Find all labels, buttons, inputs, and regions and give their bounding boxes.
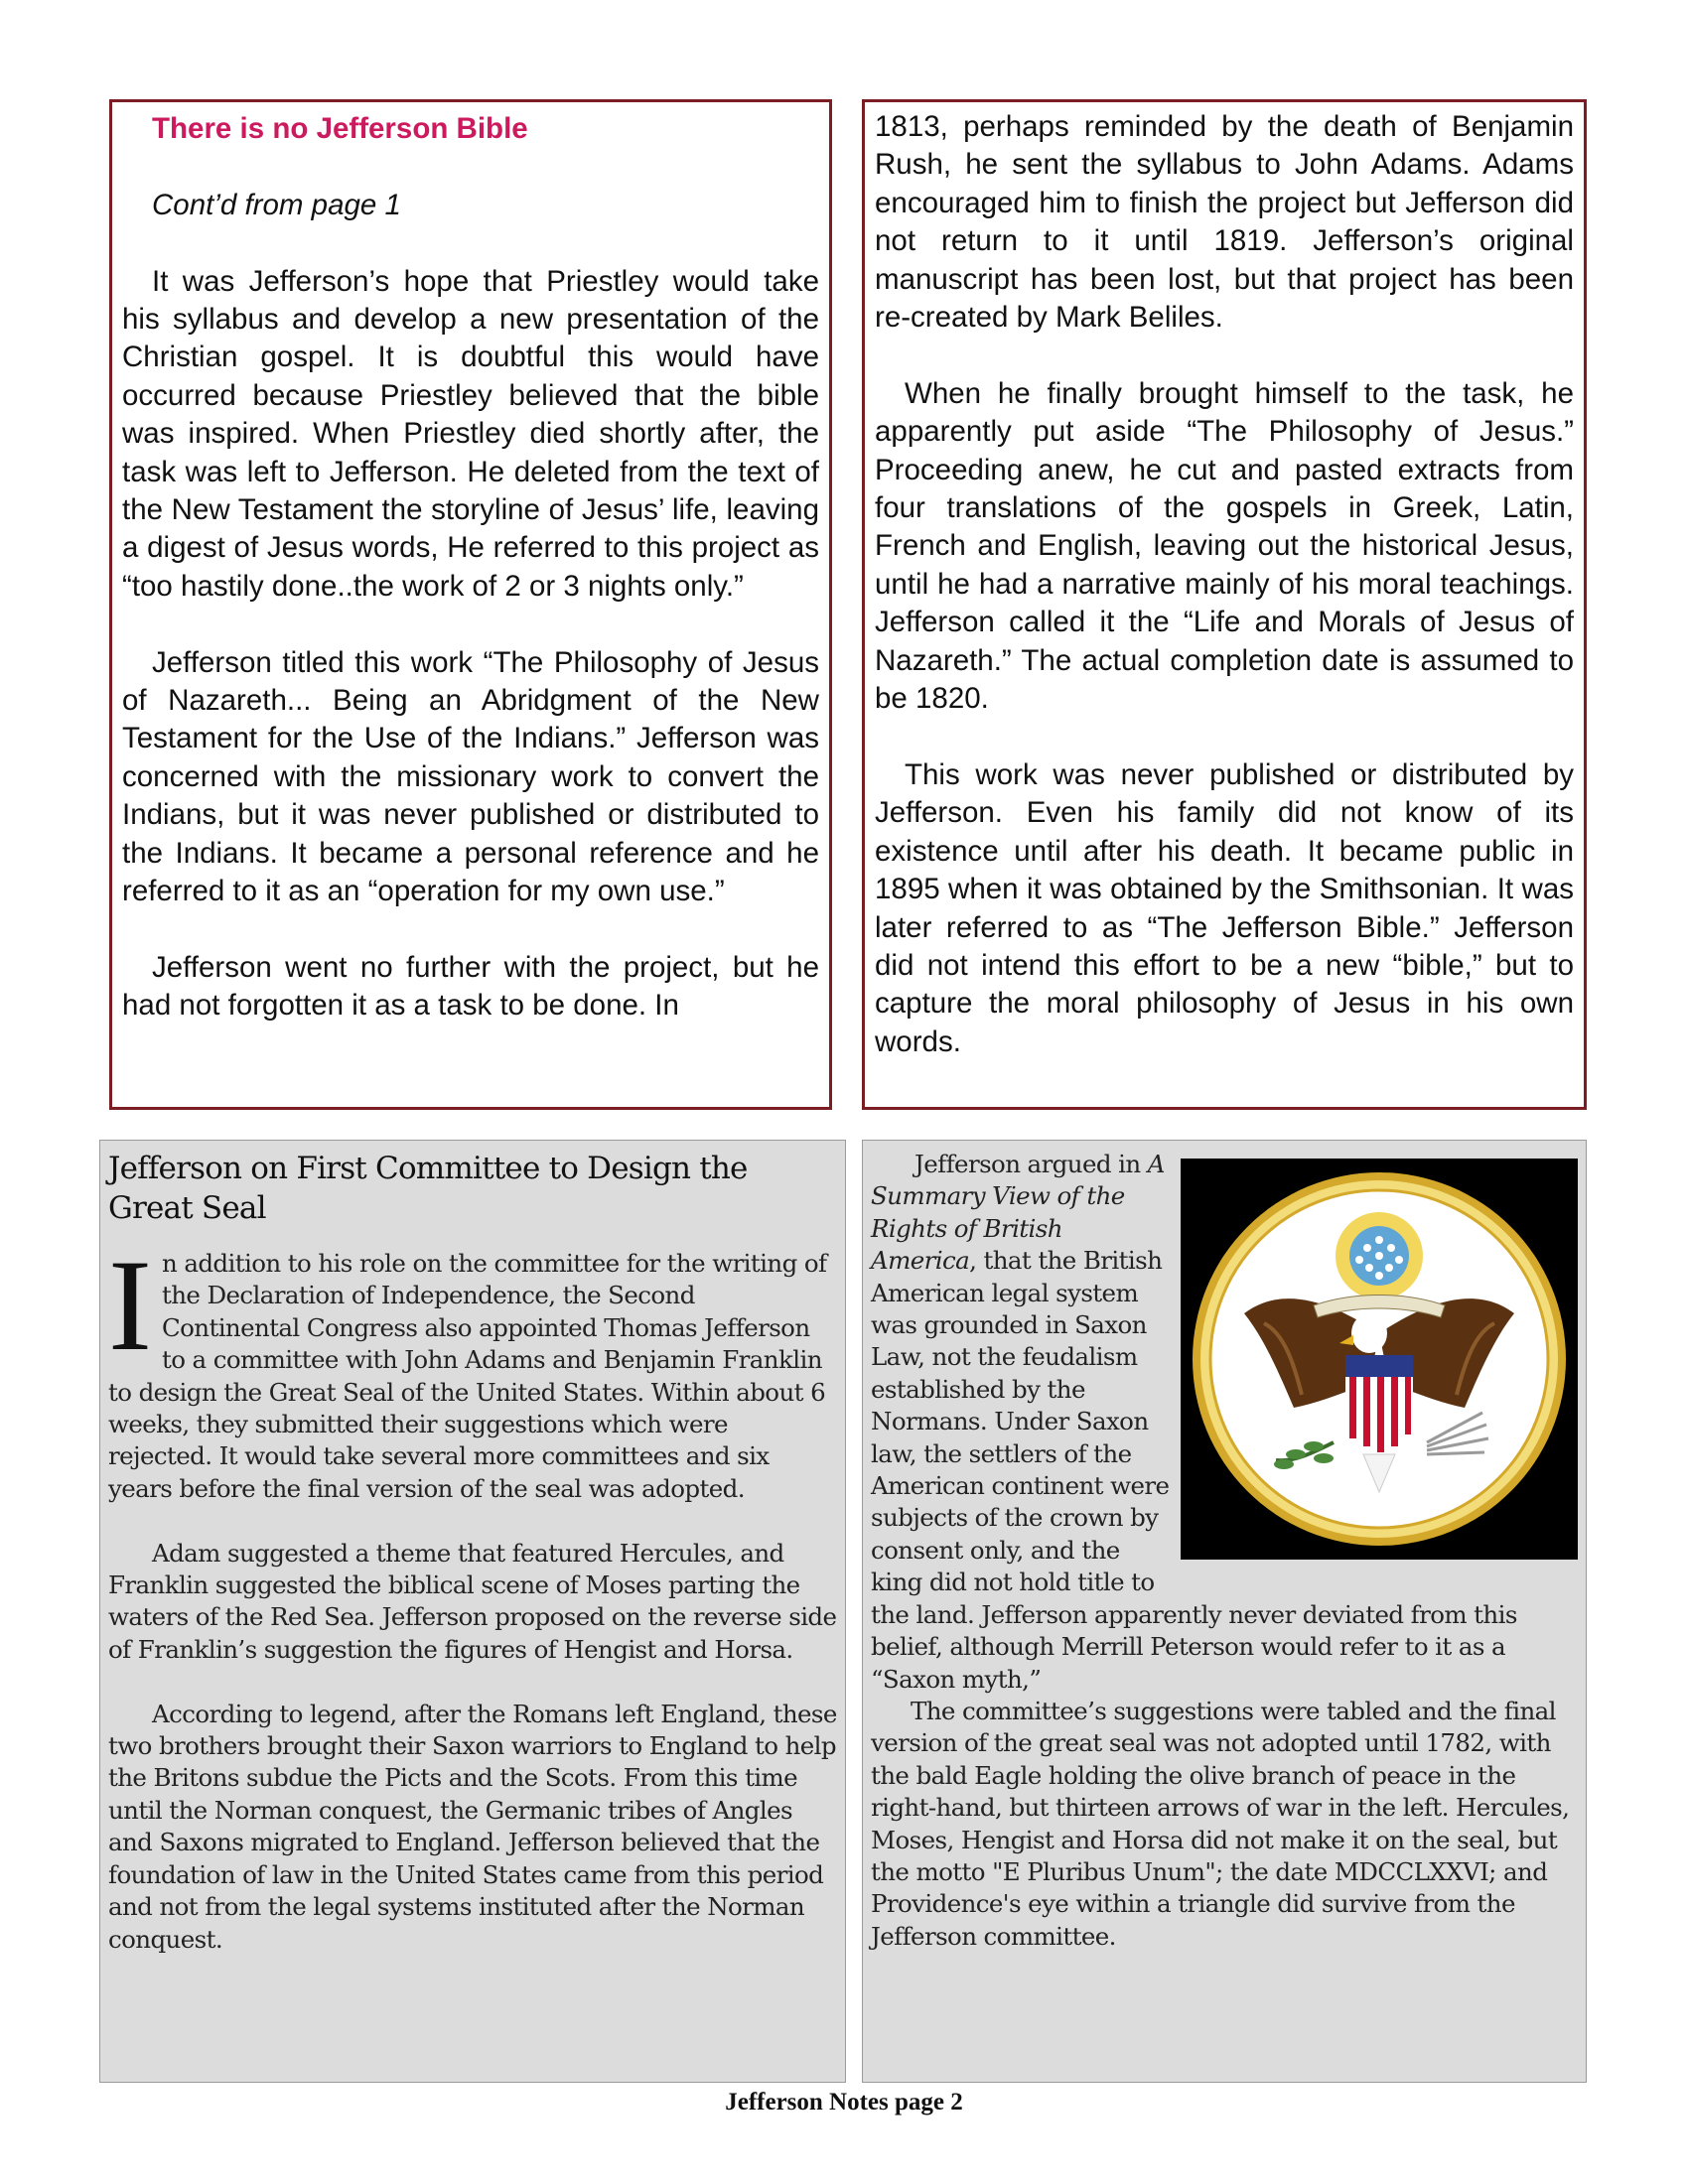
article-continued-left — [109, 99, 832, 1110]
paragraph: Jefferson went no further with the project, but he had not forgotten it as a task to be done. In — [122, 950, 819, 1023]
great-seal-article — [99, 1140, 846, 2083]
paragraph: Jefferson titled this work “The Philosophy of Jesus of Nazareth... Being an Abridgment of the New Testament for the Use of the Indians.” Jefferson was concerned with the missionary work to convert the Indians, but it was never published or distributed to the Indians. It became a personal reference and he referred to it as an “operation for my own use.” — [122, 645, 819, 908]
paragraph: When he finally brought himself to the task, he apparently put aside “The Philosophy of Jesus.” Proceeding anew, he cut and pasted extracts from four translations of the gospels in Greek, Latin, French and English, leaving out the historical Jesus, until he had a narrative mainly of his moral teachings. Jefferson called it the “Life and Morals of Jesus of Nazareth.” The actual completion date is assumed to be 1820. — [875, 376, 1574, 716]
paragraph: n addition to his role on the committee for the writing of the Declaration of Independence, the Second Continental Congress also appointed Thomas Jefferson to a committee with John Adams and Benjamin Franklin to design the Great Seal of the United States. Within about 6 weeks, they submitted their suggestions which were rejected. It would take several more committees and six years before the final version of the seal was adopted. — [108, 1249, 827, 1503]
paragraph: This work was never published or distributed by Jefferson. Even his family did not know of its existence until after his death. It became public in 1895 when it was obtained by the Smithsonian. It was later referred to as “The Jefferson Bible.” Jefferson did not intend this effort to be a new “bible,” but to capture the moral philosophy of Jesus in his own words. — [875, 757, 1574, 1058]
article-continued-right — [862, 99, 1587, 1110]
continued-note: Cont’d from page 1 — [152, 188, 401, 221]
paragraph: The committee’s suggestions were tabled and the final version of the great seal was not adopted until 1782, with the bald Eagle holding the olive branch of peace in the right-hand, but thirteen arrows of war in the left. Hercules, Moses, Hengist and Horsa did not make it on the seal, but the motto "E Pluribus Unum"; the date MDCCLXXVI; and Providence's eye within a triangle did survive from the Jefferson committee. — [871, 1696, 1570, 1951]
paragraph: According to legend, after the Romans left England, these two brothers brought their Saxon warriors to England to help the Britons subdue the Picts and the Scots. From this time until the Norman conquest, the Germanic tribes of Angles and Saxons migrated to England. Jefferson believed that the foundation of law in the United States came from this period and not from the legal systems instituted after the Norman conquest. — [108, 1699, 837, 1954]
paragraph: Jefferson argued in A Summary View of the Rights of British America, that the British American legal system was grounded in Saxon Law, not the feudalism established by the Normans. Under Saxon law, the settlers of the American continent were subjects of the crown by consent only, and the king did not hold title to the land. Jefferson apparently never deviated from this belief, although Merrill Peterson would refer to it as a “Saxon myth,” — [871, 1150, 1517, 1694]
saxon-law-article — [862, 1140, 1587, 2083]
page-footer: Jefferson Notes page 2 — [725, 2089, 963, 2116]
article-headline: There is no Jefferson Bible — [152, 112, 528, 145]
great-seal-emblem — [1185, 1164, 1574, 1554]
book-title: A Summary View of the Rights of British America — [871, 1150, 1165, 1276]
drop-cap: I — [108, 1232, 152, 1378]
paragraph: It was Jefferson’s hope that Priestley would take his syllabus and develop a new presentation of the Christian gospel. It is doubtful this would have occurred because Priestley believed that the bible was inspired. When Priestley died shortly after, the task was left to Jefferson. He deleted from the text of the New Testament the storyline of Jesus’ life, leaving a digest of Jesus words, He referred to this project as “too hastily done..the work of 2 or 3 nights only.” — [122, 264, 819, 603]
section-title: Jefferson on First Committee to Design the Great Seal — [108, 1151, 748, 1226]
paragraph: 1813, perhaps reminded by the death of Benjamin Rush, he sent the syllabus to John Adams. Adams encouraged him to finish the project but Jefferson did not return to it until 1819. Jefferson’s original manuscript has been lost, but that project has been re-created by Mark Beliles. — [875, 110, 1574, 335]
great-seal-image — [1181, 1159, 1578, 1560]
paragraph: Adam suggested a theme that featured Hercules, and Franklin suggested the biblical scene of Moses parting the waters of the Red Sea. Jefferson proposed on the reverse side of Franklin’s suggestion the figures of Hengist and Horsa. — [108, 1538, 837, 1664]
